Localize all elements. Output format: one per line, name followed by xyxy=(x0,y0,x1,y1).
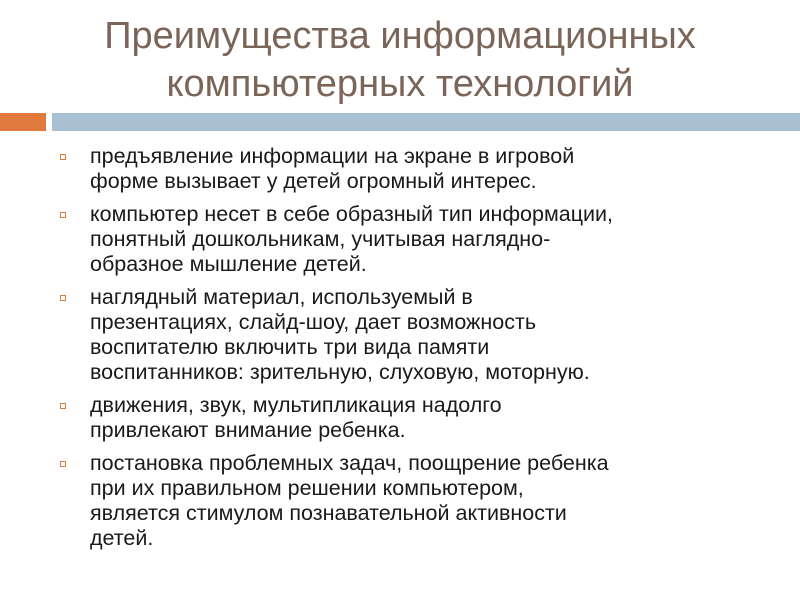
slide-title-line-1: Преимущества информационных xyxy=(104,15,696,57)
slide-title xyxy=(20,12,780,108)
bullet-text-1-line-2: форме вызывает у детей огромный интерес. xyxy=(90,169,537,193)
bullet-text-3-line-4: воспитанников: зрительную, слуховую, моторную. xyxy=(90,360,590,384)
square-outline-bullet-icon xyxy=(60,403,66,409)
bullet-text-3-line-3: воспитателю включить три вида памяти xyxy=(90,335,490,359)
square-outline-bullet-icon xyxy=(60,212,66,218)
bullet-text-2-line-1: компьютер несет в себе образный тип информации, xyxy=(90,202,614,226)
bullet-text-2-line-2: понятный дошкольникам, учитывая наглядно- xyxy=(90,227,551,251)
bullet-text-2-line-3: образное мышление детей. xyxy=(90,252,367,276)
bullet-text-4-line-1: движения, звук, мультипликация надолго xyxy=(90,393,502,417)
bullet-list xyxy=(58,144,758,559)
divider-accent xyxy=(0,113,46,131)
bullet-text-4-line-2: привлекают внимание ребенка. xyxy=(90,418,406,442)
bullet-item-2 xyxy=(58,202,758,277)
bullet-text-3-line-1: наглядный материал, используемый в xyxy=(90,285,473,309)
bullet-text-5-line-1: постановка проблемных задач, поощрение ребенка xyxy=(90,451,609,475)
bullet-item-5 xyxy=(58,451,758,551)
divider-bar xyxy=(52,113,800,131)
slide-title-line-2: компьютерных технологий xyxy=(166,63,634,105)
bullet-item-1 xyxy=(58,144,758,194)
bullet-text-5-line-3: является стимулом познавательной активности xyxy=(90,501,567,525)
square-outline-bullet-icon xyxy=(60,154,66,160)
bullet-item-4 xyxy=(58,393,758,443)
bullet-text-3-line-2: презентациях, слайд-шоу, дает возможность xyxy=(90,310,537,334)
bullet-text-5-line-4: детей. xyxy=(90,526,154,550)
square-outline-bullet-icon xyxy=(60,461,66,467)
bullet-text-1-line-1: предъявление информации на экране в игровой xyxy=(90,144,575,168)
square-outline-bullet-icon xyxy=(60,295,66,301)
bullet-text-5-line-2: при их правильном решении компьютером, xyxy=(90,476,524,500)
bullet-item-3 xyxy=(58,285,758,385)
